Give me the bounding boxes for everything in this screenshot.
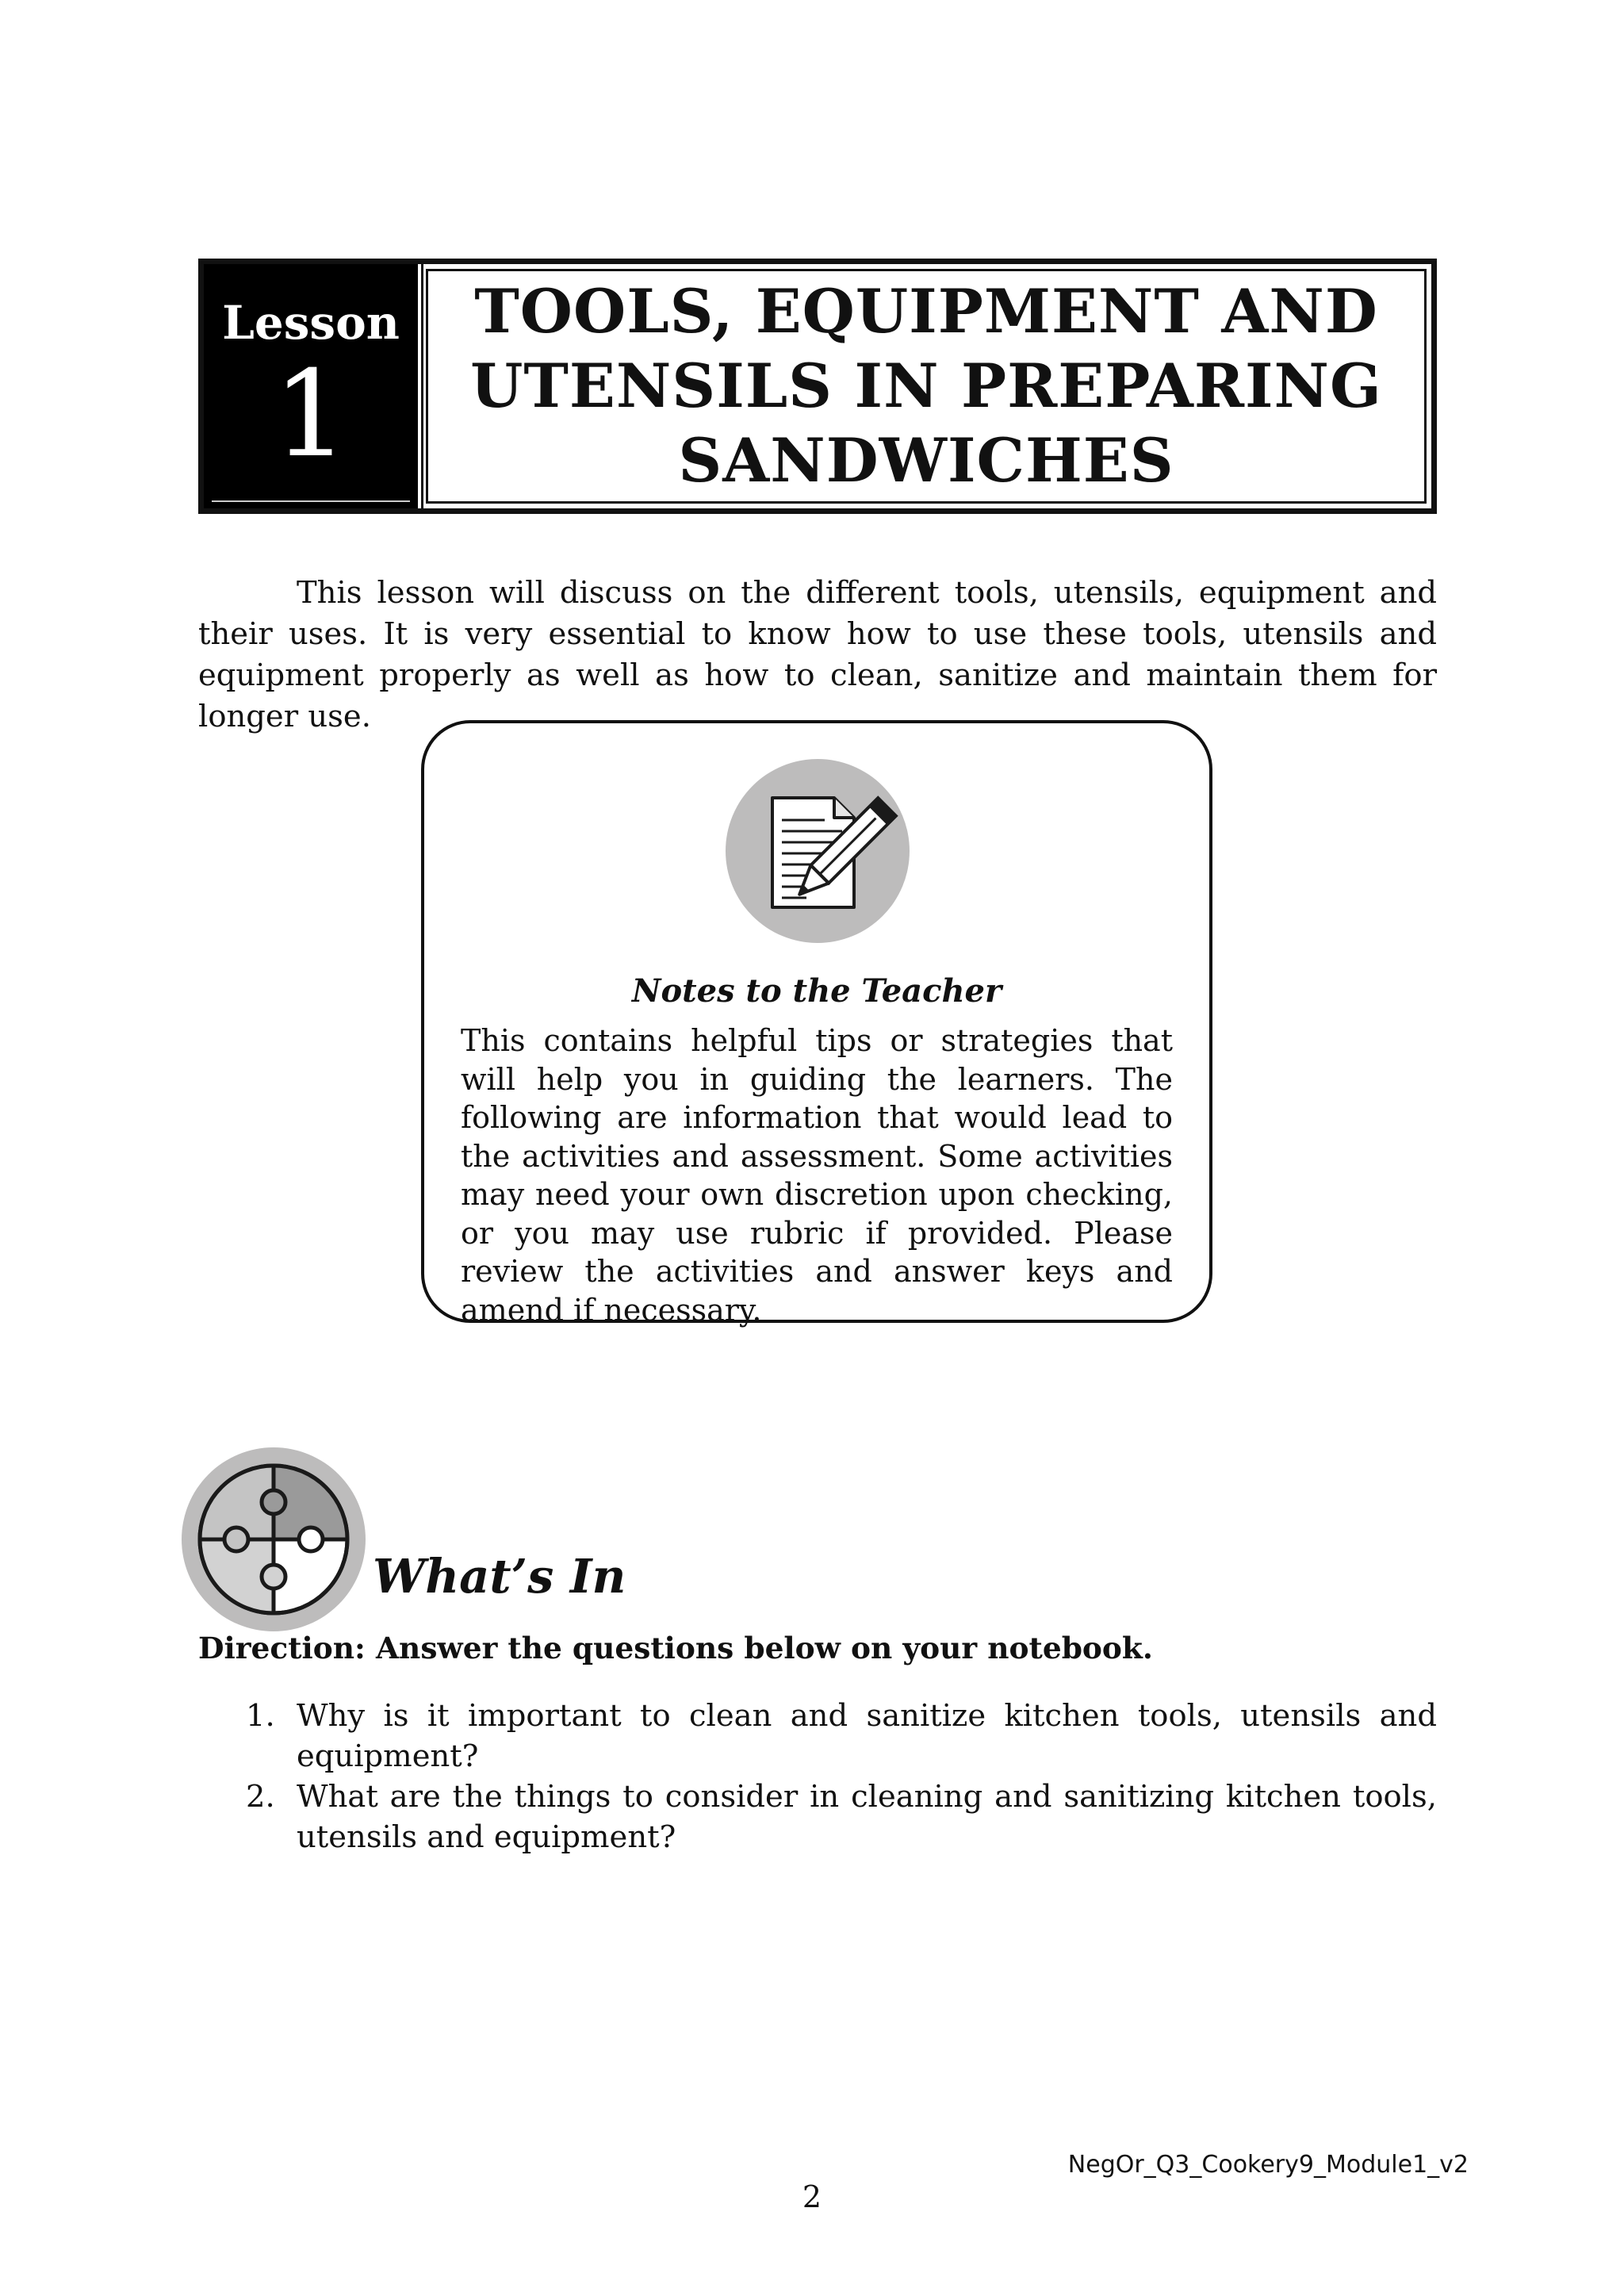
notes-title: Notes to the Teacher: [631, 972, 1002, 1010]
divider: [212, 500, 410, 502]
notepad-pencil-icon: [723, 757, 912, 945]
lesson-label: Lesson: [222, 296, 400, 350]
whats-in-title: What’s In: [373, 1549, 626, 1604]
list-item: [198, 1696, 1437, 1777]
question-text: What are the things to consider in cleaning and sanitizing kitchen tools, utensils and equipment?: [297, 1779, 1437, 1855]
puzzle-icon: [179, 1445, 368, 1634]
module-code: NegOr_Q3_Cookery9_Module1_v2: [1067, 2151, 1469, 2179]
list-item: [198, 1777, 1437, 1857]
direction-text: Direction: Answer the questions below on your notebook.: [198, 1631, 1153, 1665]
lesson-title-box: [426, 269, 1427, 504]
page-number: 2: [802, 2179, 822, 2214]
question-number: 2.: [246, 1779, 275, 1815]
lesson-label-box: [204, 264, 421, 508]
lesson-title: TOOLS, EQUIPMENT AND UTENSILS IN PREPARING SANDWICHES: [470, 276, 1382, 496]
notes-box: [421, 720, 1212, 1328]
lesson-header: [198, 259, 1437, 514]
intro-paragraph: This lesson will discuss on the different tools, utensils, equipment and their uses. It is very essential to know how to use these tools, utensils and equipment properly as well as how to clean, sanitize and maintain them for longer use.: [198, 575, 1437, 734]
notes-body: This contains helpful tips or strategies that will help you in guiding the learners. The following are information that would lead to the activities and assessment. Some activities may need your own discretion upon checking, or you may use rubric if provided. Please review the activities and answer keys and amend if necessary.: [461, 1023, 1173, 1328]
question-number: 1.: [246, 1698, 275, 1734]
question-text: Why is it important to clean and sanitize kitchen tools, utensils and equipment?: [297, 1698, 1437, 1774]
question-list: [198, 1696, 1437, 1857]
lesson-number: 1: [273, 346, 349, 484]
